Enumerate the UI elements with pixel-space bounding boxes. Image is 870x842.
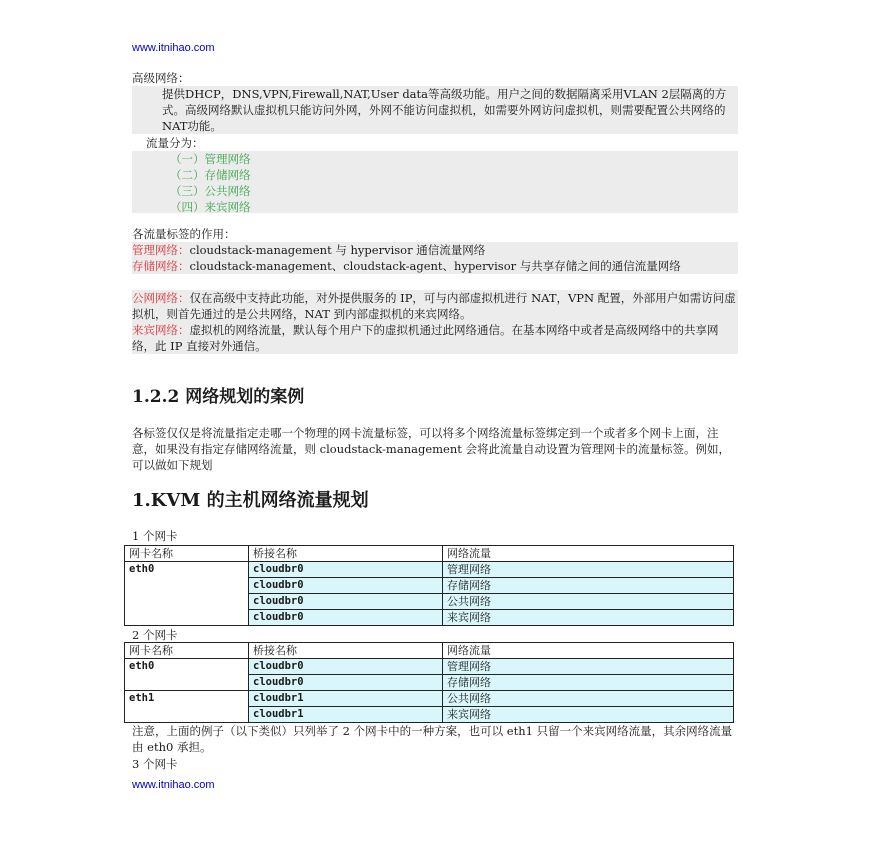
label-name: 来宾网络： — [132, 323, 190, 337]
label-item-management — [132, 242, 738, 258]
note-paragraph: 注意，上面的例子（以下类似）只列举了 2 个网卡中的一种方案，也可以 eth1 只留一个来宾网络流量，其余网络流量由 eth0 承担。 — [132, 724, 733, 754]
traffic-cell: 来宾网络 — [443, 610, 734, 626]
label-name: 公网网络： — [132, 291, 190, 305]
header-cell: 网卡名称 — [125, 546, 249, 562]
one-nic-label: 1 个网卡 — [132, 529, 178, 543]
section-paragraph: 各标签仅仅是将流量指定走哪一个物理的网卡流量标签，可以将多个网络流量标签绑定到一个或者多个网卡上面，注意，如果没有指定存储网络流量，则 cloudstack-management 会将此流量自动设置为管理网卡的流量标签。例如，可以做如下规划 — [132, 426, 731, 472]
label-text: 虚拟机的网络流量，默认每个用户下的虚拟机通过此网络通信。在基本网络中或者是高级网络中的共享网络，此 IP 直接对外通信。 — [132, 323, 719, 353]
bridge-cell: cloudbr0 — [249, 675, 443, 691]
two-nic-table — [124, 642, 734, 723]
nic-cell: eth0 — [125, 562, 249, 626]
bridge-cell: cloudbr0 — [249, 610, 443, 626]
label-name: 存储网络： — [132, 259, 190, 273]
label-text: cloudstack-management、cloudstack-agent、hypervisor 与共享存储之间的通信流量网络 — [189, 259, 681, 273]
one-nic-table — [124, 545, 734, 626]
advanced-heading: 高级网络： — [132, 71, 190, 85]
label-item-public — [132, 290, 738, 322]
two-nic-label: 2 个网卡 — [132, 628, 178, 642]
traffic-cell: 存储网络 — [443, 578, 734, 594]
kvm-title: 1.KVM 的主机网络流量规划 — [132, 490, 369, 511]
table-header-row — [125, 546, 734, 562]
bridge-cell: cloudbr0 — [249, 578, 443, 594]
traffic-cell: 管理网络 — [443, 659, 734, 675]
traffic-cell: 来宾网络 — [443, 707, 734, 723]
header-cell: 网络流量 — [443, 546, 734, 562]
traffic-cell: 公共网络 — [443, 691, 734, 707]
label-text: cloudstack-management 与 hypervisor 通信流量网络 — [189, 243, 486, 257]
header-cell: 网卡名称 — [125, 643, 249, 659]
label-text: 仅在高级中支持此功能，对外提供服务的 IP，可与内部虚拟机进行 NAT，VPN 配置，外部用户如需访问虚拟机，则首先通过的是公共网络，NAT 到内部虚拟机的来宾网络。 — [132, 291, 736, 321]
traffic-type-item: （四）来宾网络 — [170, 200, 251, 214]
nic-cell: eth1 — [125, 691, 249, 723]
bridge-cell: cloudbr1 — [249, 707, 443, 723]
section-title: 1.2.2 网络规划的案例 — [132, 387, 305, 407]
site-link-top[interactable]: www.itnihao.com — [132, 42, 215, 54]
bridge-cell: cloudbr0 — [249, 659, 443, 675]
bridge-cell: cloudbr1 — [249, 691, 443, 707]
label-name: 管理网络： — [132, 243, 190, 257]
label-item-guest — [132, 322, 738, 354]
traffic-cell: 存储网络 — [443, 675, 734, 691]
traffic-intro: 流量分为： — [146, 136, 204, 150]
bridge-cell: cloudbr0 — [249, 594, 443, 610]
traffic-types-list — [132, 151, 738, 213]
traffic-type-item: （三）公共网络 — [170, 184, 251, 198]
table-row — [125, 659, 734, 675]
site-link-bottom[interactable]: www.itnihao.com — [132, 779, 215, 791]
header-cell: 桥接名称 — [249, 643, 443, 659]
header-cell: 网络流量 — [443, 643, 734, 659]
header-cell: 桥接名称 — [249, 546, 443, 562]
traffic-cell: 管理网络 — [443, 562, 734, 578]
traffic-type-item: （二）存储网络 — [170, 168, 251, 182]
label-item-storage — [132, 258, 738, 274]
nic-cell: eth0 — [125, 659, 249, 691]
table-row — [125, 691, 734, 707]
table-row — [125, 562, 734, 578]
advanced-paragraph: 提供DHCP，DNS,VPN,Firewall,NAT,User data等高级功能。用户之间的数据隔离采用VLAN 2层隔离的方式。高级网络默认虚拟机只能访问外网，外网不能访问虚拟机，如需要外网访问虚拟机，则需要配置公共网络的NAT功能。 — [132, 86, 738, 134]
traffic-cell: 公共网络 — [443, 594, 734, 610]
three-nic-label: 3 个网卡 — [132, 757, 178, 771]
bridge-cell: cloudbr0 — [249, 562, 443, 578]
labels-heading: 各流量标签的作用： — [132, 227, 236, 241]
traffic-type-item: （一）管理网络 — [170, 152, 251, 166]
table-header-row — [125, 643, 734, 659]
